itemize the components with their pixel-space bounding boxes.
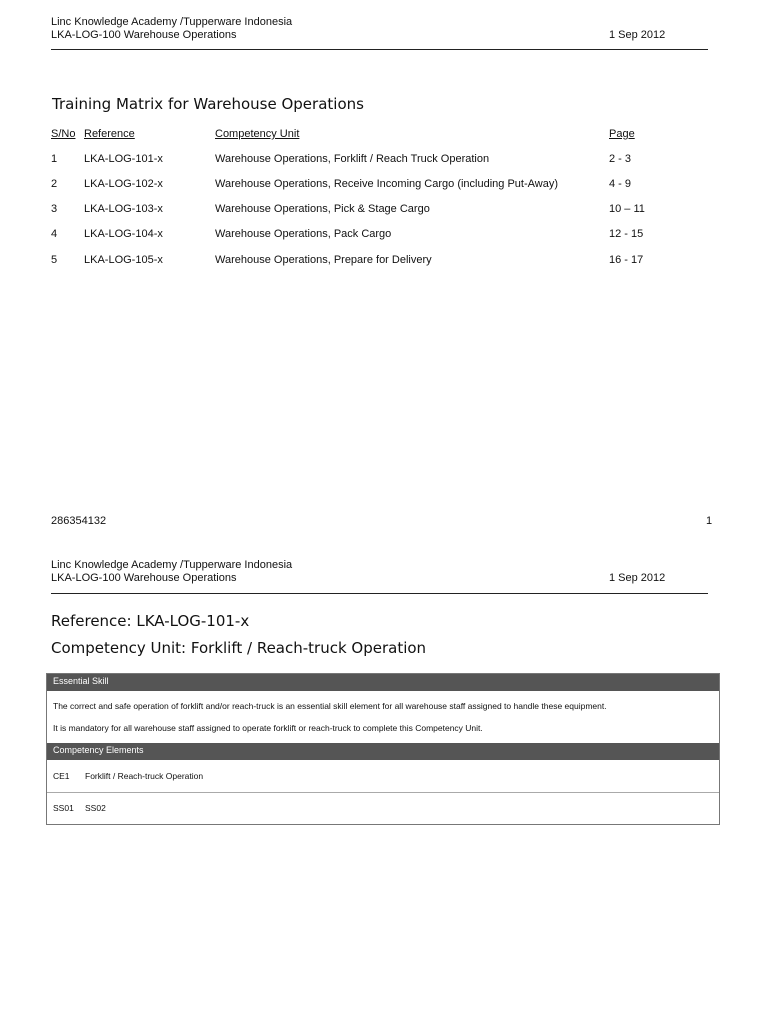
header-course: LKA-LOG-100 Warehouse Operations: [51, 572, 237, 584]
ss-code-1: SS01: [53, 803, 74, 813]
reference-heading: Reference: LKA-LOG-101-x: [51, 612, 250, 630]
cell-reference: LKA-LOG-105-x: [84, 254, 163, 266]
cell-sno: 2: [51, 178, 58, 190]
header-rule: [51, 593, 708, 594]
competency-elements-bar: Competency Elements: [47, 743, 719, 760]
cell-reference: LKA-LOG-103-x: [84, 203, 163, 215]
competency-box: [46, 673, 720, 825]
col-header-unit: Competency Unit: [215, 128, 300, 140]
header-org: Linc Knowledge Academy /Tupperware Indonesia: [51, 16, 293, 28]
header-org: Linc Knowledge Academy /Tupperware Indonesia: [51, 559, 293, 571]
essential-skill-para2: It is mandatory for all warehouse staff assigned to operate forklift or reach-truck to complete this Competency Unit.: [53, 723, 483, 733]
footer-page-number: 1: [706, 515, 713, 527]
cell-reference: LKA-LOG-101-x: [84, 153, 163, 165]
header-date: 1 Sep 2012: [609, 572, 666, 584]
cell-unit: Warehouse Operations, Receive Incoming Cargo (including Put-Away): [215, 178, 558, 190]
header-date: 1 Sep 2012: [609, 29, 666, 41]
cell-reference: LKA-LOG-104-x: [84, 228, 163, 240]
header-course: LKA-LOG-100 Warehouse Operations: [51, 29, 237, 41]
row-divider: [47, 792, 719, 793]
cell-page: 10 – 11: [609, 203, 645, 215]
ss-code-2: SS02: [85, 803, 106, 813]
cell-page: 4 - 9: [609, 178, 632, 190]
cell-unit: Warehouse Operations, Pack Cargo: [215, 228, 392, 240]
competency-unit-heading: Competency Unit: Forklift / Reach-truck Operation: [51, 639, 427, 657]
col-header-page: Page: [609, 128, 635, 140]
cell-unit: Warehouse Operations, Forklift / Reach Truck Operation: [215, 153, 490, 165]
essential-skill-para1: The correct and safe operation of forklift and/or reach-truck is an essential skill element for all warehouse staff assigned to handle these equipment.: [53, 701, 607, 711]
col-header-reference: Reference: [84, 128, 135, 140]
ce-name: Forklift / Reach-truck Operation: [85, 771, 204, 781]
page-title: Training Matrix for Warehouse Operations: [52, 95, 364, 113]
ce-code: CE1: [53, 771, 70, 781]
cell-page: 16 - 17: [609, 254, 644, 266]
cell-sno: 4: [51, 228, 58, 240]
cell-unit: Warehouse Operations, Prepare for Delivery: [215, 254, 432, 266]
cell-page: 12 - 15: [609, 228, 644, 240]
header-rule: [51, 49, 708, 50]
cell-reference: LKA-LOG-102-x: [84, 178, 163, 190]
cell-page: 2 - 3: [609, 153, 632, 165]
footer-doc-id: 286354132: [51, 515, 107, 527]
essential-skill-bar: Essential Skill: [47, 674, 719, 691]
cell-unit: Warehouse Operations, Pick & Stage Cargo: [215, 203, 430, 215]
col-header-sno: S/No: [51, 128, 76, 140]
cell-sno: 3: [51, 203, 58, 215]
cell-sno: 1: [51, 153, 58, 165]
cell-sno: 5: [51, 254, 58, 266]
